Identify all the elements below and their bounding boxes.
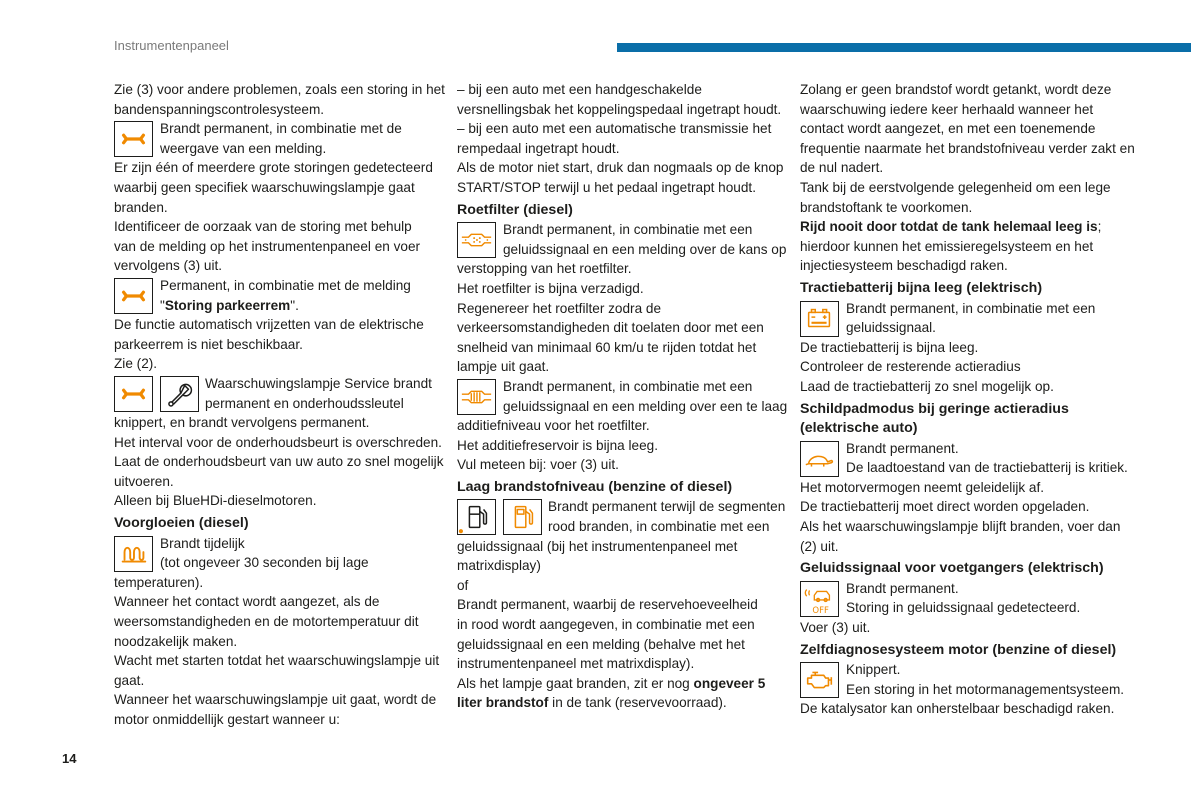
text-line: Tank bij de eerstvolgende gelegenheid om een lege: [800, 179, 1111, 195]
text-line: De functie automatisch vrijzetten van de elektrische: [114, 317, 424, 333]
text-line: De tractiebatterij is bijna leeg.: [800, 339, 979, 355]
text-line: Vul meteen bij: voer (3) uit.: [457, 457, 619, 473]
text-line: geluidssignaal en een melding over de kans op: [503, 241, 787, 257]
text-line: Het additiefreservoir is bijna leeg.: [457, 437, 658, 453]
section-title: Instrumentenpaneel: [114, 38, 229, 53]
text-line: frequentie naarmate het brandstofniveau verder zakt en: [800, 140, 1135, 156]
text-line: weersomstandigheden en de motortemperatuur dit: [114, 614, 419, 630]
bold-text: ongeveer 5: [693, 675, 766, 691]
text-line: Brandt tijdelijk: [160, 535, 245, 551]
text-line: Zie (2).: [114, 356, 158, 372]
icon-off-label: OFF: [812, 606, 829, 616]
text-span: ;: [1097, 219, 1102, 235]
heading-geluidssignaal: Geluidssignaal voor voetgangers (elektrisch): [800, 560, 1104, 577]
text-line: Zie (3) voor andere problemen, zoals een storing in het: [114, 82, 445, 97]
text-line: Het motorvermogen neemt geleidelijk af.: [800, 479, 1045, 495]
warning-block-service: [114, 119, 434, 158]
text-line: Brandt permanent.: [846, 440, 959, 456]
text-line: Brandt permanent, in combinatie met een: [503, 222, 753, 238]
text-line: Brandt permanent terwijl de segmenten: [548, 499, 786, 515]
text-line: parkeerrem is niet beschikbaar.: [114, 336, 303, 352]
pedestrian-sound-off-icon: [800, 581, 839, 617]
text-line: matrixdisplay): [457, 558, 541, 574]
warning-block-low-fuel: [457, 497, 786, 536]
text-line: Brandt permanent.: [846, 580, 959, 596]
heading-zelfdiagnose: Zelfdiagnosesysteem motor (benzine of diesel): [800, 641, 1117, 658]
text-line: in rood wordt aangegeven, in combinatie met een: [457, 617, 755, 633]
text-line: Als de motor niet start, druk dan nogmaals op de knop: [457, 160, 784, 176]
quote-close: ".: [290, 297, 299, 313]
text-line: Er zijn één of meerdere grote storingen gedetecteerd: [114, 160, 433, 176]
text-line: temperaturen).: [114, 574, 204, 590]
text-line: Identificeer de oorzaak van de storing met behulp: [114, 219, 412, 235]
bold-text: Rijd nooit door totdat de tank helemaal leeg is: [800, 219, 1098, 235]
traction-battery-icon: [800, 301, 839, 337]
text-line: Zolang er geen brandstof wordt getankt, wordt deze: [800, 82, 1112, 97]
text-line: Wanneer het contact wordt aangezet, als de: [114, 594, 380, 610]
text-line: Controleer de resterende actieradius: [800, 359, 1021, 375]
text-line: of: [457, 577, 469, 593]
heading-tractiebatterij: Tractiebatterij bijna leeg (elektrisch): [800, 279, 1043, 296]
heading-schildpadmodus-2: (elektrische auto): [800, 420, 918, 437]
column-3: [800, 80, 1135, 719]
text-line: waarbij geen specifiek waarschuwingslampje gaat: [114, 179, 415, 195]
column-1: [114, 80, 445, 730]
heading-schildpadmodus-1: Schildpadmodus bij geringe actieradius: [800, 400, 1069, 417]
warning-block-maintenance: [114, 374, 434, 413]
text-line: [457, 674, 779, 694]
text-line: geluidssignaal (bij het instrumentenpaneel met: [457, 538, 738, 554]
fuel-pump-segment-icon: [457, 499, 496, 535]
page-number: 14: [62, 751, 77, 766]
text-line: Knippert.: [846, 662, 901, 678]
heading-voorgloeien: Voorgloeien (diesel): [114, 515, 249, 532]
text-line: motor onmiddellijk gestart wanneer u:: [114, 712, 340, 727]
warning-block-additive: [457, 377, 788, 416]
text-line: [114, 296, 434, 316]
warning-block-turtle: [800, 439, 1128, 478]
bold-text: liter brandstof: [457, 695, 549, 711]
column-2: [457, 80, 788, 713]
text-line: Brandt permanent, in combinatie met een: [846, 300, 1096, 316]
text-line: weergave van een melding.: [160, 140, 327, 156]
text-line: instrumentenpaneel met matrixdisplay).: [457, 656, 695, 672]
warning-block-particle-filter: [457, 220, 787, 259]
text-line: START/STOP terwijl u het pedaal ingetrapt houdt.: [457, 179, 756, 195]
text-line: verstopping van het roetfilter.: [457, 261, 632, 277]
engine-check-icon: [800, 662, 839, 698]
bold-text: Storing parkeerrem: [164, 297, 291, 313]
quote-open: ": [160, 297, 165, 313]
text-span: Als het lampje gaat branden, zit er nog: [457, 675, 694, 691]
spanner-icon: [160, 376, 199, 412]
text-line: lampje uit gaat.: [457, 359, 550, 375]
text-line: Een storing in het motormanagementsysteem.: [846, 681, 1125, 697]
text-line: verkeersomstandigheden dit toelaten door met een: [457, 320, 764, 336]
text-line: [800, 217, 1122, 237]
fuel-pump-icon: [503, 499, 542, 535]
text-line: Laad de tractiebatterij zo snel mogelijk op.: [800, 378, 1054, 394]
glow-plug-icon: [114, 536, 153, 572]
text-line: Wacht met starten totdat het waarschuwingslampje uit: [114, 653, 440, 669]
text-line: brandstoftank te voorkomen.: [800, 199, 973, 215]
heading-roetfilter: Roetfilter (diesel): [457, 201, 573, 218]
text-line: knippert, en brandt vervolgens permanent.: [114, 415, 370, 431]
text-line: Regenereer het roetfilter zodra de: [457, 300, 662, 316]
text-line: (tot ongeveer 30 seconden bij lage: [160, 555, 369, 571]
warning-block-traction-battery: [800, 299, 1122, 338]
text-line: (2) uit.: [800, 538, 839, 554]
text-line: Wanneer het waarschuwingslampje uit gaat, wordt de: [114, 692, 437, 708]
text-line: branden.: [114, 199, 168, 215]
text-line: waarschuwing iedere keer herhaald wanneer het: [800, 101, 1094, 117]
text-line: geluidssignaal.: [846, 320, 936, 336]
text-line: permanent en onderhoudssleutel: [205, 395, 404, 411]
text-line: Brandt permanent, in combinatie met een: [503, 378, 753, 394]
wrench-icon: [114, 121, 153, 157]
text-line: geluidssignaal en een melding (behalve met het: [457, 636, 745, 652]
text-line: versnellingsbak het koppelingspedaal ingetrapt houdt.: [457, 101, 782, 117]
text-line: – bij een auto met een handgeschakelde: [457, 82, 702, 97]
text-span: in de tank (reservevoorraad).: [548, 695, 727, 711]
wrench-icon: [114, 278, 153, 314]
turtle-icon: [800, 441, 839, 477]
warning-block-glow-plug: [114, 534, 434, 573]
text-line: van de melding op het instrumentenpaneel en voer: [114, 238, 421, 254]
particle-filter-icon: [457, 222, 496, 258]
warning-block-pedestrian-sound: [800, 579, 1122, 618]
text-line: Alleen bij BlueHDi-dieselmotoren.: [114, 493, 317, 509]
text-line: De laadtoestand van de tractiebatterij is kritiek.: [846, 460, 1128, 476]
text-line: Het interval voor de onderhoudsbeurt is overschreden.: [114, 434, 442, 450]
text-line: additiefniveau voor het roetfilter.: [457, 418, 650, 434]
text-line: hierdoor kunnen het emissieregelsysteem en het: [800, 238, 1094, 254]
text-line: Brandt permanent, waarbij de reservehoeveelheid: [457, 597, 758, 613]
text-line: [457, 693, 779, 713]
text-line: injectiesysteem beschadigd raken.: [800, 258, 1008, 274]
text-line: geluidssignaal en een melding over een te laag: [503, 398, 788, 414]
text-line: Als het waarschuwingslampje blijft branden, voer dan: [800, 519, 1121, 535]
text-line: rood branden, in combinatie met een: [548, 519, 770, 535]
header-accent-bar: [617, 43, 1191, 52]
text-line: noodzakelijk maken.: [114, 633, 238, 649]
text-line: contact wordt aangezet, en met een toenemende: [800, 121, 1096, 137]
text-line: Het roetfilter is bijna verzadigd.: [457, 280, 644, 296]
text-line: rempedaal ingetrapt houdt.: [457, 140, 620, 156]
text-line: vervolgens (3) uit.: [114, 258, 223, 274]
text-line: De katalysator kan onherstelbaar beschadigd raken.: [800, 701, 1115, 717]
text-line: gaat.: [114, 672, 145, 688]
text-line: Storing in geluidssignaal gedetecteerd.: [846, 600, 1081, 616]
text-line: – bij een auto met een automatische transmissie het: [457, 121, 772, 137]
text-line: De tractiebatterij moet direct worden opgeladen.: [800, 499, 1090, 515]
text-line: Laat de onderhoudsbeurt van uw auto zo snel mogelijk: [114, 454, 444, 470]
warning-block-parking-brake: [114, 276, 434, 315]
text-line: bandenspanningscontrolesysteem.: [114, 101, 325, 117]
text-line: Waarschuwingslampje Service brandt: [205, 375, 432, 391]
text-line: de nul nadert.: [800, 160, 884, 176]
text-line: Brandt permanent, in combinatie met de: [160, 121, 402, 137]
heading-brandstof: Laag brandstofniveau (benzine of diesel): [457, 478, 733, 495]
text-line: Voer (3) uit.: [800, 620, 871, 636]
text-line: Permanent, in combinatie met de melding: [160, 277, 411, 293]
warning-block-engine-check: [800, 660, 1125, 699]
text-line: snelheid van minimaal 60 km/u te rijden totdat het: [457, 339, 757, 355]
text-line: uitvoeren.: [114, 473, 174, 489]
wrench-icon: [114, 376, 153, 412]
additive-filter-icon: [457, 379, 496, 415]
